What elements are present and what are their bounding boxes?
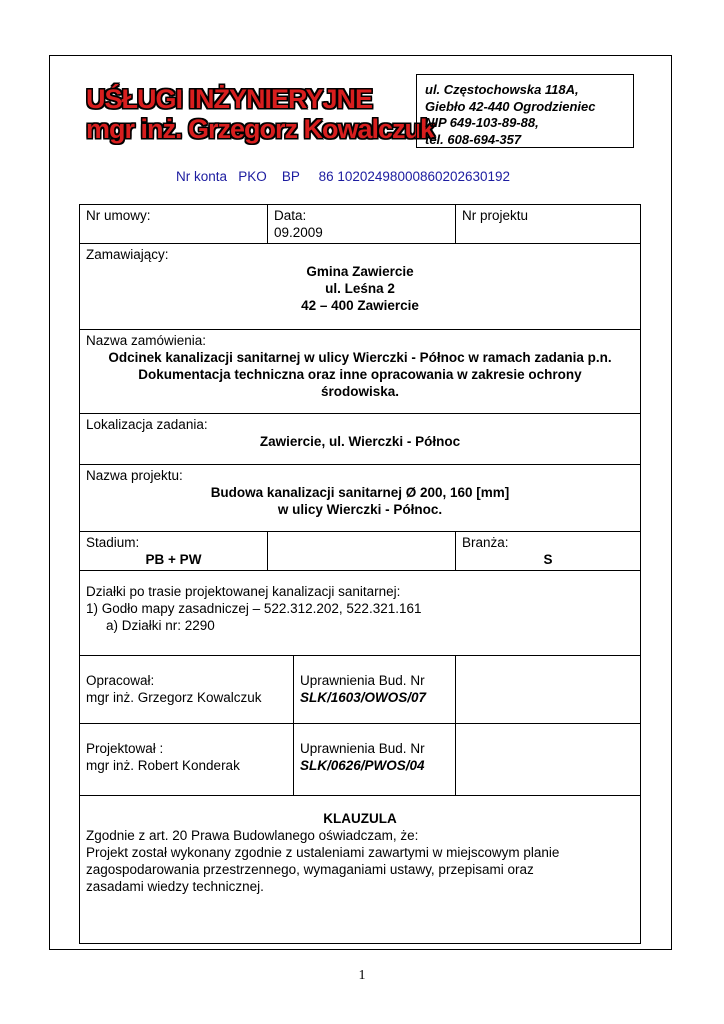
- row-projektowal: [80, 724, 641, 796]
- lokalizacja-label: Lokalizacja zadania:: [86, 417, 208, 432]
- cell-lokalizacja: [80, 414, 641, 465]
- zamawiajacy-city: 42 – 400 Zawiercie: [301, 298, 419, 313]
- uprawnienia-1-value: SLK/1603/OWOS/07: [300, 690, 427, 705]
- nr-umowy-label: Nr umowy:: [86, 208, 151, 223]
- opracowal-name: mgr inż. Grzegorz Kowalczuk: [86, 690, 262, 705]
- cell-dzialki: [80, 571, 641, 656]
- nazwa-zamowienia-line-2: Dokumentacja techniczna oraz inne opracowania w zakresie ochrony: [138, 367, 582, 382]
- row-stadium: [80, 532, 641, 571]
- row-klauzula: [80, 796, 641, 944]
- address-street: ul. Częstochowska 118A,: [425, 82, 579, 97]
- cell-uprawnienia-2: [294, 724, 456, 796]
- konto-bank2: BP: [281, 169, 300, 184]
- uprawnienia-1-label: Uprawnienia Bud. Nr: [300, 673, 425, 688]
- page-number: 1: [358, 968, 366, 983]
- konto-bank1: PKO: [238, 169, 267, 184]
- dzialki-line-2: 1) Godło mapy zasadniczej – 522.312.202, 522.321.161: [86, 601, 422, 616]
- dzialki-line-3: a) Działki nr: 2290: [106, 618, 215, 633]
- company-logo: [86, 84, 434, 144]
- cell-stadium-empty: [268, 532, 456, 571]
- konto-label: Nr konta: [176, 169, 228, 184]
- logo-line-1: UŚŁUGI INŻYNIERYJNE: [86, 84, 373, 114]
- klauzula-line-2: Projekt został wykonany zgodnie z ustaleniami zawartymi w miejscowym planie: [86, 845, 560, 860]
- branza-label: Branża:: [462, 535, 509, 550]
- cell-projektowal-empty: [456, 724, 641, 796]
- nazwa-projektu-line-2: w ulicy Wierczki - Północ.: [277, 502, 443, 517]
- nr-projektu-label: Nr projektu: [462, 208, 529, 223]
- nazwa-zamowienia-line-3: środowiska.: [320, 384, 400, 399]
- row-nazwa-projektu: [80, 465, 641, 532]
- row-header: [80, 205, 641, 244]
- cell-opracowal: [80, 656, 294, 724]
- stadium-label: Stadium:: [86, 535, 140, 550]
- konto-number: 86 10202498000860202630192: [318, 169, 511, 184]
- projektowal-label: Projektował :: [86, 741, 164, 756]
- address-nip: NIP 649-103-89-88,: [425, 115, 539, 130]
- uprawnienia-2-label: Uprawnienia Bud. Nr: [300, 741, 425, 756]
- dzialki-line-1: Działki po trasie projektowanej kanalizacji sanitarnej:: [86, 584, 401, 599]
- title-sheet-table: [79, 204, 641, 944]
- cell-branza: [456, 532, 641, 571]
- cell-projektowal: [80, 724, 294, 796]
- zamawiajacy-street: ul. Leśna 2: [325, 281, 395, 296]
- address-city: Giebło 42-440 Ogrodzieniec: [425, 98, 596, 114]
- row-dzialki: [80, 571, 641, 656]
- nazwa-projektu-label: Nazwa projektu:: [86, 468, 183, 483]
- nazwa-zamowienia-line-1: Odcinek kanalizacji sanitarnej w ulicy Wierczki - Północ w ramach zadania p.n.: [108, 350, 612, 365]
- cell-data: [268, 205, 456, 244]
- data-value: 09.2009: [274, 225, 323, 240]
- klauzula-line-4: zasadami wiedzy technicznej.: [86, 879, 264, 894]
- cell-nazwa-projektu: [80, 465, 641, 532]
- cell-nazwa-zamowienia: [80, 330, 641, 414]
- klauzula-line-3: zagospodarowania przestrzennego, wymaganiami ustawy, przepisami oraz: [86, 862, 534, 877]
- cell-klauzula: [80, 796, 641, 944]
- company-address-box: [416, 74, 634, 148]
- zamawiajacy-name: Gmina Zawiercie: [306, 264, 414, 279]
- cell-nr-projektu: [456, 205, 641, 244]
- projektowal-name: mgr inż. Robert Konderak: [86, 758, 240, 773]
- cell-uprawnienia-1: [294, 656, 456, 724]
- cell-zamawiajacy: [80, 244, 641, 330]
- uprawnienia-2-value: SLK/0626/PWOS/04: [300, 758, 425, 773]
- branza-value: S: [543, 552, 553, 567]
- row-lokalizacja: [80, 414, 641, 465]
- klauzula-line-1: Zgodnie z art. 20 Prawa Budowlanego oświadczam, że:: [86, 828, 419, 843]
- row-zamawiajacy: [80, 244, 641, 330]
- address-tel: tel. 608-694-357: [425, 131, 522, 147]
- nazwa-zamowienia-label: Nazwa zamówienia:: [86, 333, 207, 348]
- row-opracowal: [80, 656, 641, 724]
- cell-opracowal-empty: [456, 656, 641, 724]
- cell-stadium: [80, 532, 268, 571]
- stadium-value: PB + PW: [145, 552, 202, 567]
- lokalizacja-value: Zawiercie, ul. Wierczki - Północ: [259, 434, 461, 449]
- opracowal-label: Opracował:: [86, 673, 155, 688]
- data-label: Data:: [274, 208, 307, 223]
- nazwa-projektu-line-1: Budowa kanalizacji sanitarnej Ø 200, 160 [mm]: [210, 485, 510, 500]
- cell-nr-umowy: [80, 205, 268, 244]
- klauzula-title: KLAUZULA: [323, 811, 397, 826]
- bank-account-line: [176, 169, 510, 184]
- zamawiajacy-label: Zamawiający:: [86, 247, 169, 262]
- row-nazwa-zamowienia: [80, 330, 641, 414]
- logo-line-2: mgr inż. Grzegorz Kowalczuk: [86, 114, 435, 144]
